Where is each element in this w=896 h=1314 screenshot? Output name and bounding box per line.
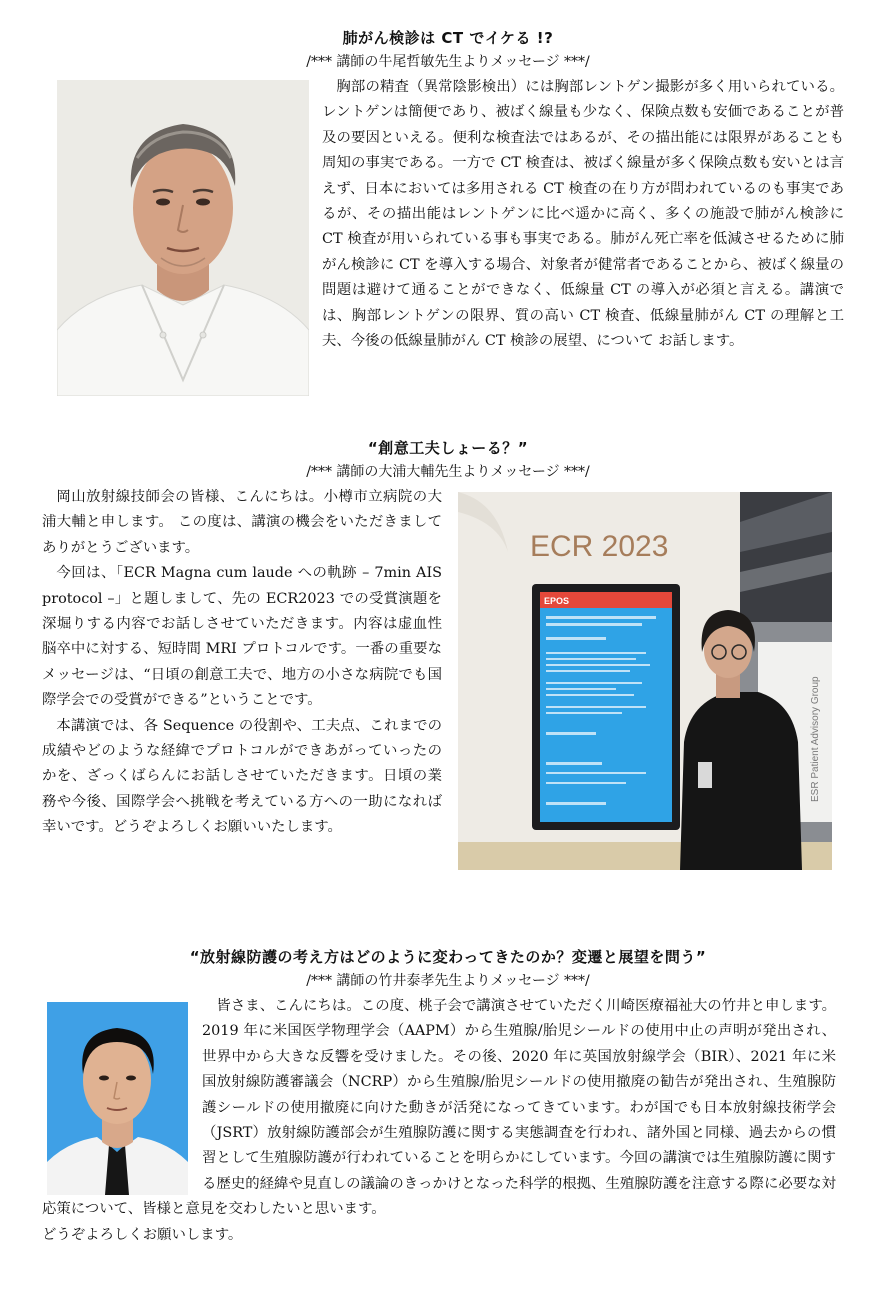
- section3-subtitle: /*** 講師の竹井泰孝先生よりメッセージ ***/: [306, 973, 590, 989]
- section3-closing: どうぞよろしくお願いします。: [42, 1226, 243, 1243]
- section2-paragraph-2: 今回は、「ECR Magna cum laude への軌跡 – 7min AIS protocol –」と題しまして、先の ECR2023 での受賞演題を深堀りする内容でお話しさせていただきます。内容は虚血性脳卒中に対する、短時間 MRI プロトコルです。一番の重要なメッセージは、“日頃の創意工夫で、地方の小さな病院でも国際学会での受賞ができる”ということです。: [42, 565, 442, 709]
- section2-paragraph-1: 岡山放射線技師会の皆様、こんにちは。小樽市立病院の大浦大輔と申します。 この度は、講演の機会をいただきましてありがとうございます。: [42, 489, 442, 556]
- section1-title: 肺がん検診は CT でイケる !?: [342, 29, 554, 47]
- section3-title: “放射線防護の考え方はどのように変わってきたのか？変遷と展望を問う”: [189, 948, 707, 966]
- section2-subtitle: /*** 講師の大浦大輔先生よりメッセージ ***/: [306, 464, 590, 480]
- section1-subtitle: /*** 講師の牛尾哲敏先生よりメッセージ ***/: [306, 54, 590, 70]
- section3-body: [42, 994, 836, 1248]
- section2-paragraph-3: 本講演では、各 Sequence の役割や、工夫点、これまでの成績やどのような経緯でプロトコルができあがっていったのかを、ざっくばらんにお話しさせていただきます。日頃の業務や今後、国際学会へ挑戦を考えている方への一助になれば幸いです。どうぞよろしくお願いいたします。: [42, 717, 442, 836]
- section3-paragraph-1: 皆さま、こんにちは。この度、桃子会で講演させていただく川崎医療福祉大の竹井と申します。2019 年に米国医学物理学会（AAPM）から生殖腺/胎児シールドの使用中止の声明が発出され、世界中から大きな反響を受けました。その後、2020 年に英国放射線学会（BIR）、2021 年に米国放射線防護審議会（NCRP）から生殖腺/胎児シールドの使用撤廃の勧告が発出され、生殖腺防護シールドの使用撤廃に向けた動きが活発になってきています。わが国でも日本放射線技術学会（JSRT）放射線防護部会が生殖腺防護に関する実態調査を行われ、諸外国と同様、過去からの慣習として生殖腺防護が行われていることを明らかにしています。今回の講演では生殖腺防護に関する歴史的経緯や見直しの議論のきっかけとなった科学的根拠、生殖腺防護を注意する際に必要な対応策について、皆様と意見を交わしたいと思います。: [42, 998, 836, 1218]
- section2-body: [42, 485, 442, 841]
- screen-header-text: EPOS: [544, 596, 570, 606]
- section1-body: [322, 75, 844, 354]
- photo-wrap-spacer: [42, 994, 202, 1197]
- section2-title: “創意工夫しょーる？”: [367, 439, 529, 457]
- ecr-banner-text: ESR Patient Advisory Group: [810, 676, 821, 802]
- portrait-ushio: [57, 80, 309, 396]
- ecr-sign-text: ECR 2023: [530, 530, 669, 563]
- section1-paragraph: 胸部の精査（異常陰影検出）には胸部レントゲン撮影が多く用いられている。レントゲンは簡便であり、被ばく線量も少なく、保険点数も安価であることが普及の要因といえる。便利な検査法ではあるが、その描出能には限界があることも周知の事実である。一方で CT 検査は、被ばく線量が多く保険点数も安いとは言えず、日本においては多用される CT 検査の在り方が問われているのも事実であるが、その描出能はレントゲンに比べ遥かに高く、多くの施設で肺がん検診に CT 検査が用いられている事も事実である。肺がん死亡率を低減させるために肺がん検診に CT を導入する場合、対象者が健常者であることから、被ばく線量の問題は避けて通ることができなく、低線量 CT の導入が必須と言える。講演では、胸部レントゲンの限界、質の高い CT 検査、低線量肺がん CT の理解と工夫、今後の低線量肺がん CT 検診の展望、について お話します。: [322, 79, 844, 350]
- ecr-photo: [458, 492, 832, 870]
